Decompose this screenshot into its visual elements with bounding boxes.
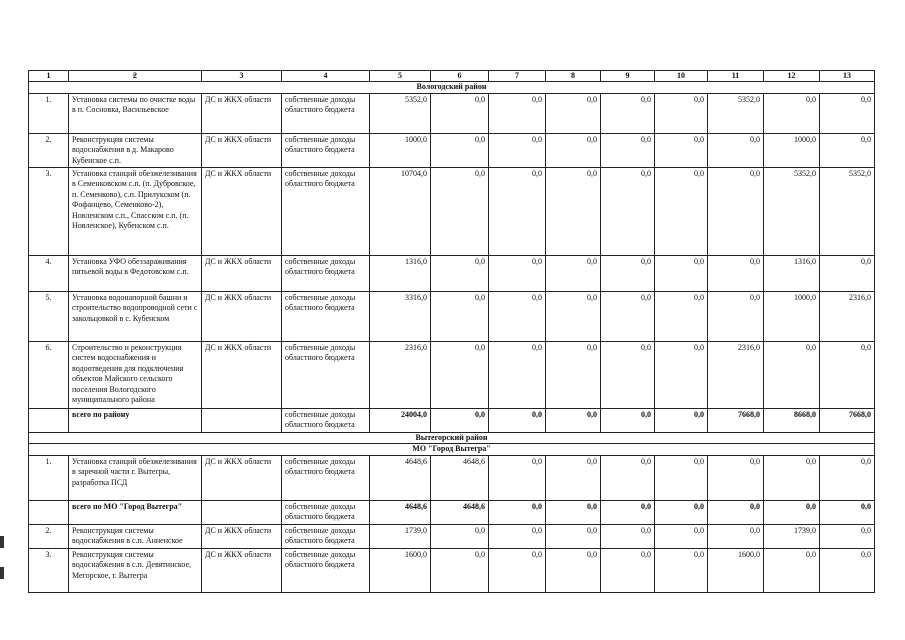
total-row bbox=[29, 408, 875, 432]
binding-mark bbox=[0, 567, 4, 579]
total-row bbox=[29, 500, 875, 524]
row-number: 1. bbox=[29, 93, 69, 133]
row-number: 3. bbox=[29, 548, 69, 592]
project-name: Установка станций обезжелезивания в заречной части г. Вытегры, разработка ПСД bbox=[69, 455, 202, 500]
value-cell: 1600,0 bbox=[708, 548, 764, 592]
value-cell: 0,0 bbox=[820, 255, 875, 291]
section-row bbox=[29, 432, 875, 443]
funding-source: собственные доходы областного бюджета bbox=[282, 455, 370, 500]
value-cell: 1739,0 bbox=[370, 524, 431, 548]
value-cell: 0,0 bbox=[489, 341, 546, 408]
section-title: Вытегорский район bbox=[29, 432, 875, 443]
section-row bbox=[29, 444, 875, 455]
value-cell: 0,0 bbox=[546, 500, 601, 524]
value-cell: 0,0 bbox=[820, 341, 875, 408]
project-name: Реконструкция системы водоснабжения в с.п. Девятинское, Мегорское, г. Вытегра bbox=[69, 548, 202, 592]
funding-source: собственные доходы областного бюджета bbox=[282, 524, 370, 548]
value-cell: 0,0 bbox=[431, 167, 489, 255]
value-cell: 0,0 bbox=[820, 500, 875, 524]
value-cell: 5352,0 bbox=[764, 167, 820, 255]
value-cell: 0,0 bbox=[546, 341, 601, 408]
value-cell: 0,0 bbox=[546, 548, 601, 592]
project-name: Реконструкция системы водоснабжения в д. Макарово Кубенское с.п. bbox=[69, 133, 202, 167]
total-label: всего по району bbox=[69, 408, 202, 432]
value-cell: 0,0 bbox=[431, 548, 489, 592]
value-cell: 0,0 bbox=[708, 455, 764, 500]
header-cell: 9 bbox=[601, 71, 655, 82]
value-cell: 0,0 bbox=[489, 133, 546, 167]
funding-source: собственные доходы областного бюджета bbox=[282, 133, 370, 167]
dept-cell: ДС и ЖКХ области bbox=[202, 291, 282, 341]
table-row bbox=[29, 455, 875, 500]
header-cell: 3 bbox=[202, 71, 282, 82]
funding-source: собственные доходы областного бюджета bbox=[282, 167, 370, 255]
dept-cell: ДС и ЖКХ области bbox=[202, 133, 282, 167]
value-cell: 0,0 bbox=[546, 167, 601, 255]
value-cell: 0,0 bbox=[546, 408, 601, 432]
value-cell: 0,0 bbox=[431, 93, 489, 133]
value-cell: 0,0 bbox=[489, 548, 546, 592]
value-cell: 5352,0 bbox=[370, 93, 431, 133]
section-row bbox=[29, 82, 875, 93]
table-row bbox=[29, 93, 875, 133]
value-cell: 0,0 bbox=[546, 524, 601, 548]
funding-source: собственные доходы областного бюджета bbox=[282, 500, 370, 524]
value-cell: 0,0 bbox=[601, 548, 655, 592]
value-cell: 0,0 bbox=[489, 255, 546, 291]
row-number: 1. bbox=[29, 455, 69, 500]
dept-cell: ДС и ЖКХ области bbox=[202, 93, 282, 133]
value-cell: 0,0 bbox=[708, 524, 764, 548]
section-title: МО "Город Вытегра" bbox=[29, 444, 875, 455]
value-cell: 1000,0 bbox=[764, 291, 820, 341]
project-name: Установка системы по очистке воды в п. Сосновка, Васильевское bbox=[69, 93, 202, 133]
funding-source: собственные доходы областного бюджета bbox=[282, 341, 370, 408]
value-cell: 0,0 bbox=[489, 291, 546, 341]
value-cell: 1316,0 bbox=[764, 255, 820, 291]
value-cell: 0,0 bbox=[820, 455, 875, 500]
dept-cell: ДС и ЖКХ области bbox=[202, 167, 282, 255]
row-number bbox=[29, 500, 69, 524]
header-cell: 10 bbox=[655, 71, 708, 82]
dept-cell: ДС и ЖКХ области bbox=[202, 341, 282, 408]
row-number: 5. bbox=[29, 291, 69, 341]
header-cell: 6 bbox=[431, 71, 489, 82]
value-cell: 0,0 bbox=[489, 524, 546, 548]
funding-source: собственные доходы областного бюджета bbox=[282, 93, 370, 133]
value-cell: 0,0 bbox=[601, 500, 655, 524]
value-cell: 4648,6 bbox=[431, 500, 489, 524]
value-cell: 0,0 bbox=[655, 341, 708, 408]
value-cell: 0,0 bbox=[489, 455, 546, 500]
project-name: Установка УФО обеззараживания питьевой воды в Федотовском с.п. bbox=[69, 255, 202, 291]
value-cell: 1000,0 bbox=[370, 133, 431, 167]
value-cell: 0,0 bbox=[820, 93, 875, 133]
value-cell: 5352,0 bbox=[708, 93, 764, 133]
value-cell: 0,0 bbox=[546, 255, 601, 291]
value-cell: 7668,0 bbox=[820, 408, 875, 432]
binding-mark bbox=[0, 536, 4, 548]
value-cell: 3316,0 bbox=[370, 291, 431, 341]
table-row bbox=[29, 291, 875, 341]
value-cell: 0,0 bbox=[431, 255, 489, 291]
header-cell: 12 bbox=[764, 71, 820, 82]
value-cell: 0,0 bbox=[764, 455, 820, 500]
row-number: 2. bbox=[29, 524, 69, 548]
value-cell: 7668,0 bbox=[708, 408, 764, 432]
value-cell: 0,0 bbox=[764, 548, 820, 592]
value-cell: 0,0 bbox=[764, 500, 820, 524]
dept-cell: ДС и ЖКХ области bbox=[202, 255, 282, 291]
value-cell: 1739,0 bbox=[764, 524, 820, 548]
row-number bbox=[29, 408, 69, 432]
project-name: Строительство и реконструкция систем водоснабжения и водоотведения для подключения объектов Майского сельского поселения Вологодского муниципального района bbox=[69, 341, 202, 408]
header-cell: 1 bbox=[29, 71, 69, 82]
value-cell: 0,0 bbox=[601, 455, 655, 500]
value-cell: 1600,0 bbox=[370, 548, 431, 592]
value-cell: 0,0 bbox=[655, 93, 708, 133]
table-row bbox=[29, 524, 875, 548]
value-cell: 0,0 bbox=[431, 408, 489, 432]
project-name: Реконструкция системы водоснабжения в с.п. Анненское bbox=[69, 524, 202, 548]
funding-source: собственные доходы областного бюджета bbox=[282, 255, 370, 291]
value-cell: 10704,0 bbox=[370, 167, 431, 255]
funding-source: собственные доходы областного бюджета bbox=[282, 548, 370, 592]
value-cell: 0,0 bbox=[431, 524, 489, 548]
value-cell: 8668,0 bbox=[764, 408, 820, 432]
header-cell: 4 bbox=[282, 71, 370, 82]
value-cell: 0,0 bbox=[708, 133, 764, 167]
value-cell: 0,0 bbox=[655, 408, 708, 432]
value-cell: 0,0 bbox=[655, 167, 708, 255]
value-cell: 0,0 bbox=[489, 167, 546, 255]
dept-cell: ДС и ЖКХ области bbox=[202, 524, 282, 548]
value-cell: 0,0 bbox=[431, 341, 489, 408]
value-cell: 24004,0 bbox=[370, 408, 431, 432]
value-cell: 0,0 bbox=[546, 133, 601, 167]
value-cell: 0,0 bbox=[601, 291, 655, 341]
value-cell: 5352,0 bbox=[820, 167, 875, 255]
value-cell: 0,0 bbox=[655, 524, 708, 548]
value-cell: 0,0 bbox=[601, 93, 655, 133]
table-row bbox=[29, 255, 875, 291]
value-cell: 0,0 bbox=[655, 255, 708, 291]
value-cell: 0,0 bbox=[820, 548, 875, 592]
row-number: 4. bbox=[29, 255, 69, 291]
value-cell: 0,0 bbox=[601, 255, 655, 291]
value-cell: 0,0 bbox=[431, 291, 489, 341]
row-number: 2. bbox=[29, 133, 69, 167]
value-cell: 0,0 bbox=[601, 408, 655, 432]
header-row bbox=[29, 71, 875, 82]
value-cell: 0,0 bbox=[764, 93, 820, 133]
value-cell: 0,0 bbox=[708, 500, 764, 524]
total-label: всего по МО "Город Вытегра" bbox=[69, 500, 202, 524]
value-cell: 0,0 bbox=[655, 455, 708, 500]
value-cell: 0,0 bbox=[655, 548, 708, 592]
table-row bbox=[29, 341, 875, 408]
header-cell: 8 bbox=[546, 71, 601, 82]
value-cell: 0,0 bbox=[601, 524, 655, 548]
value-cell: 0,0 bbox=[601, 167, 655, 255]
header-cell: 7 bbox=[489, 71, 546, 82]
header-cell: 5 bbox=[370, 71, 431, 82]
project-name: Установка станций обезжелезивания в Семенковском с.п. (п. Дубровское, п. Семенково), с.п. Прилукском (п. Фофанцево, Семенково-2), Новленском с.п., Спасском с.п. (п. Новленское), Кубенском с.п. bbox=[69, 167, 202, 255]
value-cell: 0,0 bbox=[764, 341, 820, 408]
funding-source: собственные доходы областного бюджета bbox=[282, 408, 370, 432]
value-cell: 0,0 bbox=[546, 93, 601, 133]
header-cell: 13 bbox=[820, 71, 875, 82]
table-row bbox=[29, 167, 875, 255]
value-cell: 2316,0 bbox=[820, 291, 875, 341]
value-cell: 0,0 bbox=[655, 500, 708, 524]
value-cell: 0,0 bbox=[708, 167, 764, 255]
value-cell: 0,0 bbox=[655, 133, 708, 167]
table-row bbox=[29, 133, 875, 167]
value-cell: 0,0 bbox=[489, 93, 546, 133]
value-cell: 0,0 bbox=[546, 455, 601, 500]
table-row bbox=[29, 548, 875, 592]
header-cell: 2 bbox=[69, 71, 202, 82]
value-cell: 1316,0 bbox=[370, 255, 431, 291]
value-cell: 0,0 bbox=[489, 408, 546, 432]
value-cell: 0,0 bbox=[820, 524, 875, 548]
value-cell: 4648,6 bbox=[370, 455, 431, 500]
value-cell: 0,0 bbox=[708, 255, 764, 291]
project-name: Установка водонапорной башни и строительство водопроводной сети с закольцовкой в с. Кубенском bbox=[69, 291, 202, 341]
value-cell: 0,0 bbox=[708, 291, 764, 341]
value-cell: 0,0 bbox=[820, 133, 875, 167]
header-cell: 11 bbox=[708, 71, 764, 82]
row-number: 3. bbox=[29, 167, 69, 255]
value-cell: 0,0 bbox=[655, 291, 708, 341]
value-cell: 0,0 bbox=[601, 133, 655, 167]
value-cell: 2316,0 bbox=[370, 341, 431, 408]
value-cell: 4648,6 bbox=[431, 455, 489, 500]
value-cell: 0,0 bbox=[431, 133, 489, 167]
dept-cell: ДС и ЖКХ области bbox=[202, 455, 282, 500]
value-cell: 1000,0 bbox=[764, 133, 820, 167]
section-title: Вологодский район bbox=[29, 82, 875, 93]
value-cell: 4648,6 bbox=[370, 500, 431, 524]
value-cell: 0,0 bbox=[601, 341, 655, 408]
value-cell: 0,0 bbox=[546, 291, 601, 341]
dept-cell: ДС и ЖКХ области bbox=[202, 548, 282, 592]
funding-source: собственные доходы областного бюджета bbox=[282, 291, 370, 341]
value-cell: 2316,0 bbox=[708, 341, 764, 408]
dept-cell bbox=[202, 500, 282, 524]
budget-table bbox=[28, 70, 875, 593]
row-number: 6. bbox=[29, 341, 69, 408]
value-cell: 0,0 bbox=[489, 500, 546, 524]
dept-cell bbox=[202, 408, 282, 432]
